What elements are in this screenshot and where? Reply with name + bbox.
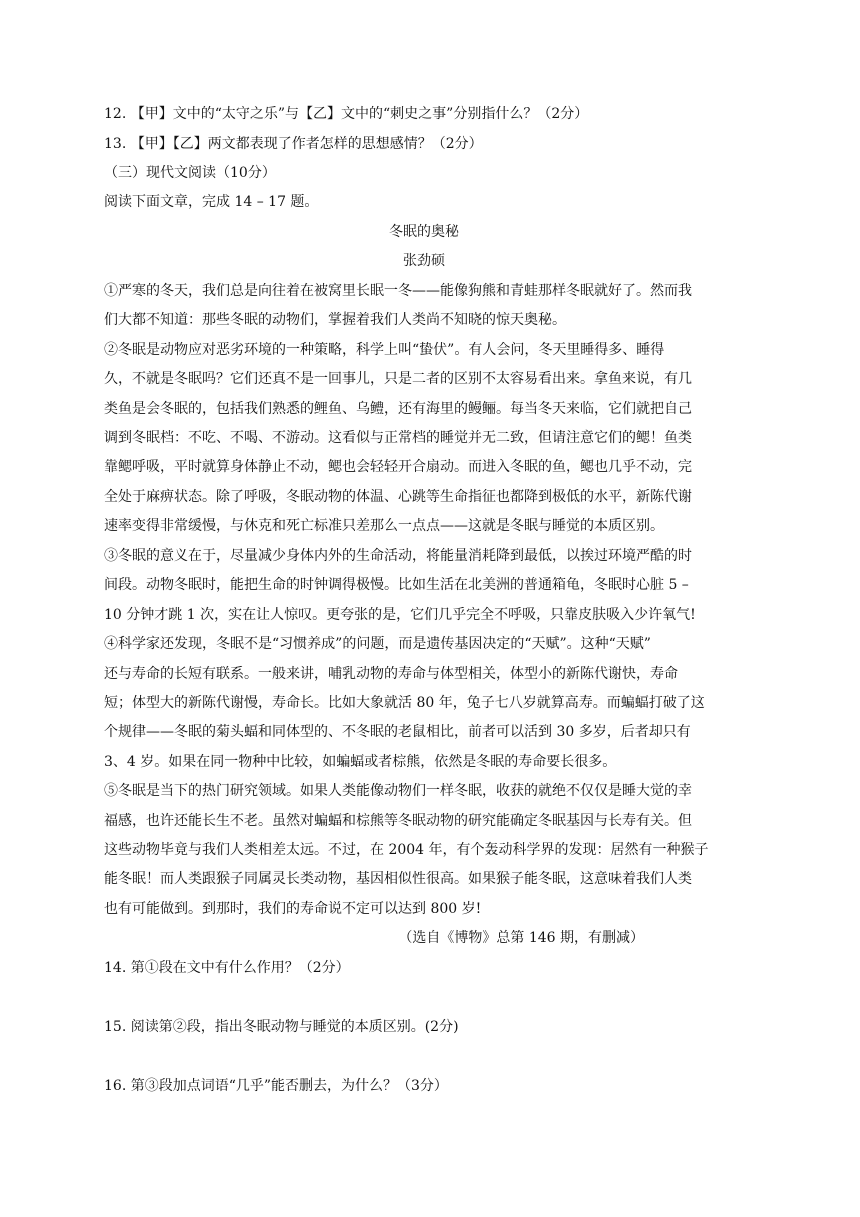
article-line: ⑤冬眠是当下的热门研究领域。如果人类能像动物们一样冬眠，收获的就绝不仅仅是睡大觉的幸 (104, 783, 692, 799)
article-line: ①严寒的冬天，我们总是向往着在被窝里长眠一冬——能像狗熊和青蛙那样冬眠就好了。然而我 (104, 283, 692, 299)
article-line: 类鱼是会冬眠的，包括我们熟悉的鲤鱼、乌鳢，还有海里的鳗鲡。每当冬天来临，它们就把自己 (104, 401, 692, 417)
article-line: ③冬眠的意义在于，尽量减少身体内外的生命活动，将能量消耗降到最低，以挨过环境严酷的时 (104, 548, 692, 564)
section-heading: （三）现代文阅读（10分） (104, 165, 276, 181)
article-line: ②冬眠是动物应对恶劣环境的一种策略，科学上叫“蛰伏”。有人会问，冬天里睡得多、睡得 (104, 342, 665, 358)
article-line: 还与寿命的长短有联系。一般来讲，哺乳动物的寿命与体型相关，体型小的新陈代谢快，寿命 (104, 666, 678, 682)
article-line: 速率变得非常缓慢，与休克和死亡标准只差那么一点点——这就是冬眠与睡觉的本质区别。 (104, 518, 664, 534)
article-line: 间段。动物冬眠时，能把生命的时钟调得极慢。比如生活在北美洲的普通箱龟，冬眠时心脏 5 – (104, 577, 689, 593)
article-author: 张劲硕 (403, 253, 445, 269)
article-line: 福感，也许还能长生不老。虽然对蝙蝠和棕熊等冬眠动物的研究能确定冬眠基因与长寿有关。但 (104, 813, 692, 829)
article-line: 靠鳃呼吸，平时就算身体静止不动，鳃也会轻轻开合扇动。而进入冬眠的鱼，鳃也几乎不动，完 (104, 459, 692, 475)
article-line: 个规律——冬眠的菊头蝠和同体型的、不冬眠的老鼠相比，前者可以活到 30 多岁，后者却只有 (104, 724, 691, 740)
article-line: 3、4 岁。如果在同一物种中比较，如蝙蝠或者棕熊，依然是冬眠的寿命要长很多。 (104, 754, 617, 770)
question-16: 16. 第③段加点词语“几乎”能否删去，为什么？（3分） (104, 1078, 448, 1094)
question-13: 13. 【甲】【乙】两文都表现了作者怎样的思想感情？（2分） (104, 136, 483, 152)
article-line: 能冬眠！而人类跟猴子同属灵长类动物，基因相似性很高。如果猴子能冬眠，这意味着我们人类 (104, 871, 692, 887)
article-line: 短；体型大的新陈代谢慢，寿命长。比如大象就活 80 年，兔子七八岁就算高寿。而蝙蝠打破了这 (104, 695, 705, 711)
article-line: 们大都不知道：那些冬眠的动物们，掌握着我们人类尚不知晓的惊天奥秘。 (104, 312, 566, 328)
article-line: 全处于麻痹状态。除了呼吸，冬眠动物的体温、心跳等生命指征也都降到极低的水平，新陈代谢 (104, 489, 692, 505)
question-14: 14. 第①段在文中有什么作用？（2分） (104, 960, 350, 976)
article-line: 久，不就是冬眠吗？它们还真不是一回事儿，只是二者的区别不太容易看出来。拿鱼来说，有几 (104, 371, 692, 387)
article-line: 10 分钟才跳 1 次，实在让人惊叹。更夸张的是，它们几乎完全不呼吸，只靠皮肤吸入少许氧气! (104, 607, 696, 623)
article-line: 也有可能做到。到那时，我们的寿命说不定可以达到 800 岁! (104, 901, 482, 917)
article-line: 调到冬眠档：不吃、不喝、不游动。这看似与正常档的睡觉并无二致，但请注意它们的鳃！鱼类 (104, 430, 692, 446)
instruction: 阅读下面文章，完成 14 – 17 题。 (104, 194, 319, 210)
article-title: 冬眠的奥秘 (389, 224, 459, 240)
article-source: （选自《博物》总第 146 期，有删减） (398, 930, 644, 946)
article-line: 这些动物毕竟与我们人类相差太远。不过，在 2004 年，有个轰动科学界的发现：居然有一种猴子 (104, 842, 709, 858)
article-line: ④科学家还发现，冬眠不是“习惯养成”的问题，而是遗传基因决定的“天赋”。这种“天赋” (104, 636, 651, 652)
question-12: 12. 【甲】文中的“太守之乐”与【乙】文中的“刺史之事”分别指什么？（2分） (104, 106, 589, 122)
question-15: 15. 阅读第②段，指出冬眠动物与睡觉的本质区别。(2分) (104, 1019, 459, 1035)
